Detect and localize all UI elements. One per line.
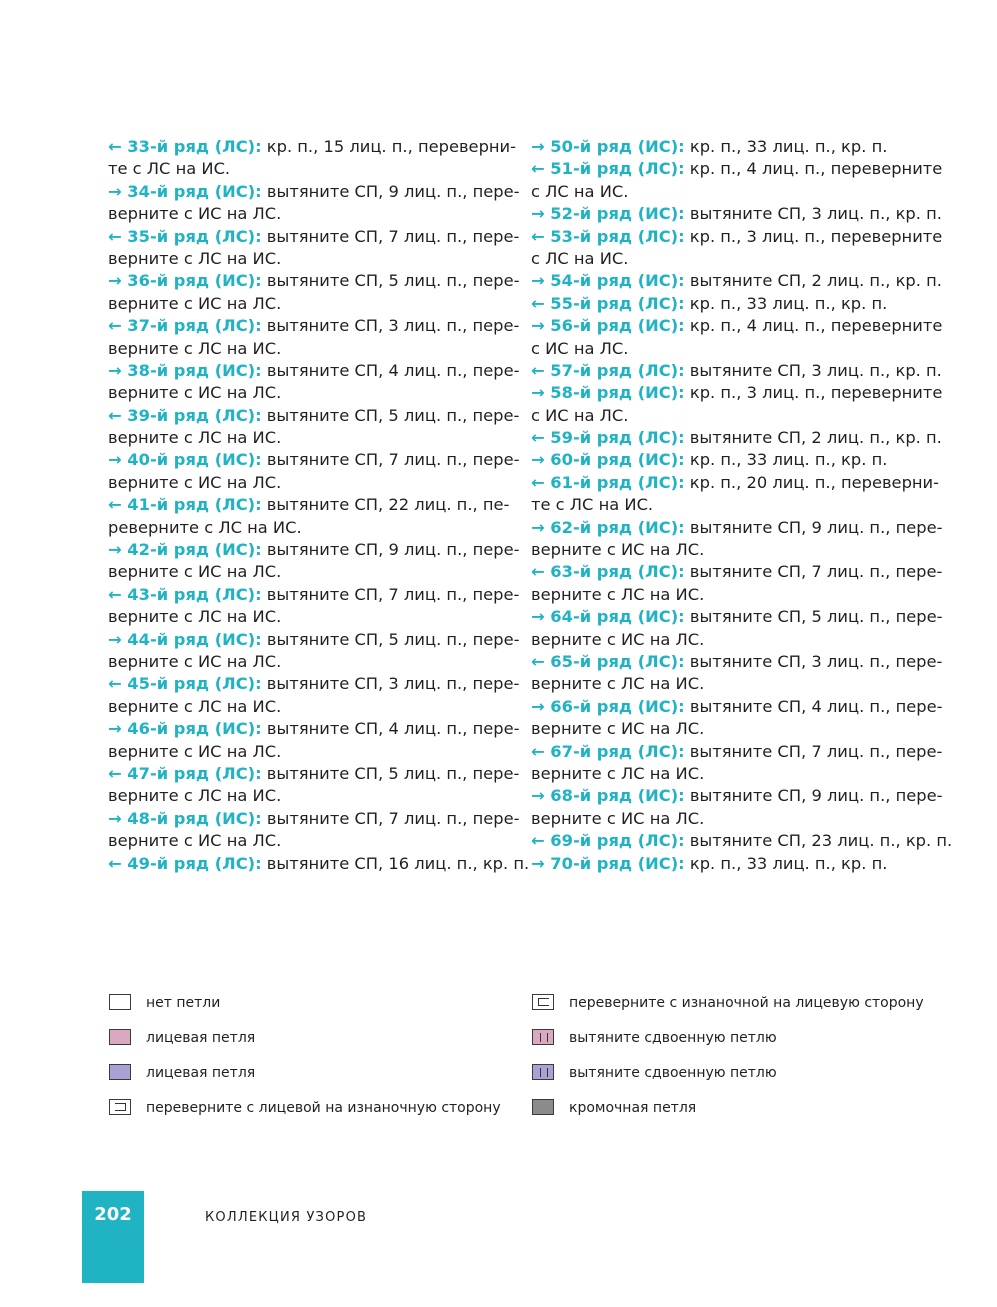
instruction-line: [108, 785, 506, 807]
instruction-line: [531, 741, 943, 763]
instruction-line: [531, 360, 942, 382]
legend-label: лицевая петля: [146, 1065, 256, 1081]
row-text: с ИС на ЛС.: [531, 338, 629, 358]
instruction-line: [108, 382, 506, 404]
row-heading: ← 41-й ряд (ЛС):: [108, 495, 262, 515]
row-heading: → 34-й ряд (ИС):: [108, 181, 262, 201]
instruction-line: [108, 808, 520, 830]
row-text: кр. п., 20 лиц. п., переверни-: [684, 472, 940, 492]
row-heading: ← 49-й ряд (ЛС):: [108, 853, 262, 873]
legend-label: вытяните сдвоенную петлю: [569, 1030, 777, 1046]
instruction-line: [531, 226, 943, 248]
instruction-line: [108, 136, 517, 158]
row-heading: → 38-й ряд (ИС):: [108, 360, 262, 380]
row-heading: ← 53-й ряд (ЛС):: [531, 226, 685, 246]
row-text: кр. п., 33 лиц. п., кр. п.: [684, 853, 888, 873]
row-heading: → 58-й ряд (ИС):: [531, 383, 685, 403]
row-heading: ← 47-й ряд (ЛС):: [108, 763, 262, 783]
instruction-line: [531, 718, 931, 740]
row-heading: → 60-й ряд (ИС):: [531, 450, 685, 470]
instruction-line: [108, 561, 506, 583]
instruction-line: [531, 853, 931, 875]
row-text: верните с ЛС на ИС.: [108, 248, 282, 268]
instruction-line: [531, 808, 931, 830]
legend-label: переверните с изнаночной на лицевую сторону: [569, 995, 924, 1011]
turn-left-bracket-icon: [109, 1099, 131, 1115]
legend-right: [532, 993, 932, 1123]
instruction-line: [531, 517, 943, 539]
row-text: вытяните СП, 16 лиц. п., кр. п.: [261, 853, 530, 873]
instruction-line: [531, 830, 953, 852]
instruction-line: [531, 136, 931, 158]
instruction-line: [531, 673, 931, 695]
row-text: вытяните СП, 4 лиц. п., пере-: [261, 719, 520, 739]
instruction-line: [531, 338, 931, 360]
legend-label: нет петли: [146, 995, 221, 1011]
row-text: верните с ЛС на ИС.: [108, 338, 282, 358]
instruction-line: [108, 763, 520, 785]
row-text: реверните с ЛС на ИС.: [108, 517, 302, 537]
row-text: вытяните СП, 3 лиц. п., пере-: [261, 316, 520, 336]
row-heading: → 48-й ряд (ИС):: [108, 808, 262, 828]
row-heading: → 44-й ряд (ИС):: [108, 629, 262, 649]
instruction-line: [531, 763, 931, 785]
row-text: вытяните СП, 7 лиц. п., пере-: [261, 584, 520, 604]
empty-square-icon: [109, 994, 131, 1010]
row-text: кр. п., 15 лиц. п., переверни-: [261, 137, 517, 156]
row-text: с ИС на ЛС.: [531, 405, 629, 425]
row-text: с ЛС на ИС.: [531, 181, 629, 201]
row-heading: → 56-й ряд (ИС):: [531, 316, 685, 336]
row-heading: → 50-й ряд (ИС):: [531, 137, 685, 156]
row-heading: ← 69-й ряд (ЛС):: [531, 831, 685, 851]
row-text: вытяните СП, 3 лиц. п., пере-: [684, 651, 943, 671]
row-text: кр. п., 33 лиц. п., кр. п.: [684, 450, 888, 470]
instruction-line: [531, 629, 931, 651]
row-text: вытяните СП, 2 лиц. п., кр. п.: [684, 428, 942, 448]
row-heading: ← 37-й ряд (ЛС):: [108, 316, 262, 336]
instruction-line: [531, 539, 931, 561]
row-heading: → 54-й ряд (ИС):: [531, 271, 685, 291]
page-number: 202: [94, 1204, 132, 1225]
row-text: вытяните СП, 2 лиц. п., кр. п.: [684, 271, 942, 291]
instruction-line: [108, 718, 520, 740]
row-heading: → 46-й ряд (ИС):: [108, 719, 262, 739]
legend-label: переверните с лицевой на изнаночную сторону: [146, 1100, 501, 1116]
instruction-line: [531, 427, 942, 449]
instruction-line: [108, 293, 506, 315]
row-text: вытяните СП, 3 лиц. п., пере-: [261, 674, 520, 694]
row-text: кр. п., 4 лиц. п., переверните: [684, 316, 943, 336]
violet-square-icon: [109, 1064, 131, 1080]
row-text: вытяните СП, 5 лиц. п., пере-: [684, 607, 943, 627]
row-text: кр. п., 3 лиц. п., переверните: [684, 226, 943, 246]
row-text: вытяните СП, 3 лиц. п., кр. п.: [684, 360, 942, 380]
row-text: вытяните СП, 5 лиц. п., пере-: [261, 405, 520, 425]
row-heading: ← 35-й ряд (ЛС):: [108, 226, 262, 246]
row-text: верните с ЛС на ИС.: [108, 786, 282, 806]
row-text: кр. п., 33 лиц. п., кр. п.: [684, 293, 888, 313]
instruction-line: [108, 629, 520, 651]
double-stitch-violet-icon: [532, 1064, 554, 1080]
instruction-line: [531, 449, 931, 471]
instruction-line: [531, 561, 943, 583]
row-text: вытяните СП, 9 лиц. п., пере-: [684, 517, 943, 537]
row-text: вытяните СП, 4 лиц. п., пере-: [684, 696, 943, 716]
instruction-line: [108, 673, 520, 695]
row-heading: → 68-й ряд (ИС):: [531, 786, 685, 806]
row-heading: ← 33-й ряд (ЛС):: [108, 137, 262, 156]
instruction-line: [108, 651, 506, 673]
instruction-line: [531, 270, 942, 292]
instruction-line: [108, 360, 520, 382]
row-heading: ← 39-й ряд (ЛС):: [108, 405, 262, 425]
instruction-line: [108, 584, 520, 606]
row-text: вытяните СП, 4 лиц. п., пере-: [261, 360, 520, 380]
row-heading: ← 57-й ряд (ЛС):: [531, 360, 685, 380]
instructions-right-column: [531, 136, 953, 875]
instruction-line: [108, 494, 510, 516]
row-text: верните с ИС на ЛС.: [531, 540, 705, 560]
row-heading: ← 65-й ряд (ЛС):: [531, 651, 685, 671]
row-text: вытяните СП, 7 лиц. п., пере-: [684, 562, 943, 582]
row-text: вытяните СП, 5 лиц. п., пере-: [261, 629, 520, 649]
row-heading: → 40-й ряд (ИС):: [108, 450, 262, 470]
instruction-line: [531, 584, 931, 606]
row-text: верните с ИС на ЛС.: [108, 651, 282, 671]
row-heading: → 62-й ряд (ИС):: [531, 517, 685, 537]
instruction-line: [531, 248, 931, 270]
instruction-line: [108, 472, 506, 494]
row-text: вытяните СП, 9 лиц. п., пере-: [261, 181, 520, 201]
instruction-line: [108, 830, 506, 852]
row-text: те с ЛС на ИС.: [531, 495, 654, 515]
double-stitch-pink-icon: [532, 1029, 554, 1045]
row-heading: ← 43-й ряд (ЛС):: [108, 584, 262, 604]
turn-right-bracket-icon: [532, 994, 554, 1010]
row-heading: → 70-й ряд (ИС):: [531, 853, 685, 873]
row-text: верните с ИС на ЛС.: [108, 741, 282, 761]
row-text: кр. п., 4 лиц. п., переверните: [684, 159, 943, 179]
row-heading: → 66-й ряд (ИС):: [531, 696, 685, 716]
row-text: верните с ИС на ЛС.: [108, 831, 282, 851]
instruction-line: [108, 248, 506, 270]
row-text: вытяните СП, 23 лиц. п., кр. п.: [684, 831, 953, 851]
instruction-line: [108, 405, 520, 427]
row-text: вытяните СП, 7 лиц. п., пере-: [684, 741, 943, 761]
legend-label: вытяните сдвоенную петлю: [569, 1065, 777, 1081]
instruction-line: [108, 226, 520, 248]
row-text: вытяните СП, 7 лиц. п., пере-: [261, 226, 520, 246]
instructions-left-column: [108, 136, 530, 875]
row-text: верните с ЛС на ИС.: [531, 763, 705, 783]
row-text: верните с ЛС на ИС.: [108, 607, 282, 627]
row-text: верните с ИС на ЛС.: [108, 293, 282, 313]
row-heading: → 42-й ряд (ИС):: [108, 540, 262, 560]
instruction-line: [108, 158, 506, 180]
row-text: вытяните СП, 7 лиц. п., пере-: [261, 450, 520, 470]
row-text: с ЛС на ИС.: [531, 248, 629, 268]
instruction-line: [108, 181, 520, 203]
row-text: вытяните СП, 5 лиц. п., пере-: [261, 763, 520, 783]
row-heading: ← 59-й ряд (ЛС):: [531, 428, 685, 448]
row-text: верните с ЛС на ИС.: [108, 428, 282, 448]
row-text: верните с ИС на ЛС.: [108, 204, 282, 224]
row-heading: ← 55-й ряд (ЛС):: [531, 293, 685, 313]
row-text: вытяните СП, 22 лиц. п., пе-: [261, 495, 510, 515]
instruction-line: [108, 606, 506, 628]
instruction-line: [108, 741, 506, 763]
row-heading: → 52-й ряд (ИС):: [531, 204, 685, 224]
row-text: верните с ЛС на ИС.: [108, 696, 282, 716]
gray-square-icon: [532, 1099, 554, 1115]
instruction-line: [108, 449, 520, 471]
instruction-line: [531, 382, 943, 404]
row-text: верните с ИС на ЛС.: [108, 562, 282, 582]
instruction-line: [531, 494, 931, 516]
instruction-line: [531, 158, 943, 180]
row-text: кр. п., 33 лиц. п., кр. п.: [684, 137, 888, 156]
row-text: те с ЛС на ИС.: [108, 159, 231, 179]
instruction-line: [531, 203, 942, 225]
row-text: вытяните СП, 3 лиц. п., кр. п.: [684, 204, 942, 224]
instruction-line: [531, 651, 943, 673]
legend-left: [109, 993, 509, 1123]
row-heading: ← 67-й ряд (ЛС):: [531, 741, 685, 761]
row-heading: → 64-й ряд (ИС):: [531, 607, 685, 627]
row-heading: ← 63-й ряд (ЛС):: [531, 562, 685, 582]
row-text: вытяните СП, 9 лиц. п., пере-: [684, 786, 943, 806]
row-heading: ← 45-й ряд (ЛС):: [108, 674, 262, 694]
row-text: вытяните СП, 5 лиц. п., пере-: [261, 271, 520, 291]
instruction-line: [531, 293, 931, 315]
row-text: верните с ИС на ЛС.: [108, 383, 282, 403]
row-text: верните с ИС на ЛС.: [531, 629, 705, 649]
instruction-line: [108, 427, 506, 449]
instruction-line: [531, 785, 943, 807]
instruction-line: [531, 472, 940, 494]
instruction-line: [531, 606, 943, 628]
row-text: верните с ИС на ЛС.: [108, 472, 282, 492]
pink-square-icon: [109, 1029, 131, 1045]
instruction-line: [108, 517, 506, 539]
instruction-line: [108, 203, 506, 225]
page-number-tab: [82, 1191, 144, 1283]
row-text: кр. п., 3 лиц. п., переверните: [684, 383, 943, 403]
instruction-line: [531, 405, 931, 427]
row-heading: ← 61-й ряд (ЛС):: [531, 472, 685, 492]
instruction-line: [531, 181, 931, 203]
legend-label: лицевая петля: [146, 1030, 256, 1046]
instruction-line: [531, 315, 943, 337]
instruction-line: [108, 696, 506, 718]
legend-label: кромочная петля: [569, 1100, 697, 1116]
row-heading: → 36-й ряд (ИС):: [108, 271, 262, 291]
running-title: КОЛЛЕКЦИЯ УЗОРОВ: [205, 1210, 368, 1225]
row-text: вытяните СП, 7 лиц. п., пере-: [261, 808, 520, 828]
instruction-line: [108, 853, 530, 875]
instruction-line: [108, 338, 506, 360]
row-text: верните с ЛС на ИС.: [531, 674, 705, 694]
row-heading: ← 51-й ряд (ЛС):: [531, 159, 685, 179]
instruction-line: [531, 696, 943, 718]
instruction-line: [108, 315, 520, 337]
instruction-line: [108, 539, 520, 561]
row-text: вытяните СП, 9 лиц. п., пере-: [261, 540, 520, 560]
instruction-line: [108, 270, 520, 292]
row-text: верните с ИС на ЛС.: [531, 808, 705, 828]
row-text: верните с ИС на ЛС.: [531, 719, 705, 739]
row-text: верните с ЛС на ИС.: [531, 584, 705, 604]
